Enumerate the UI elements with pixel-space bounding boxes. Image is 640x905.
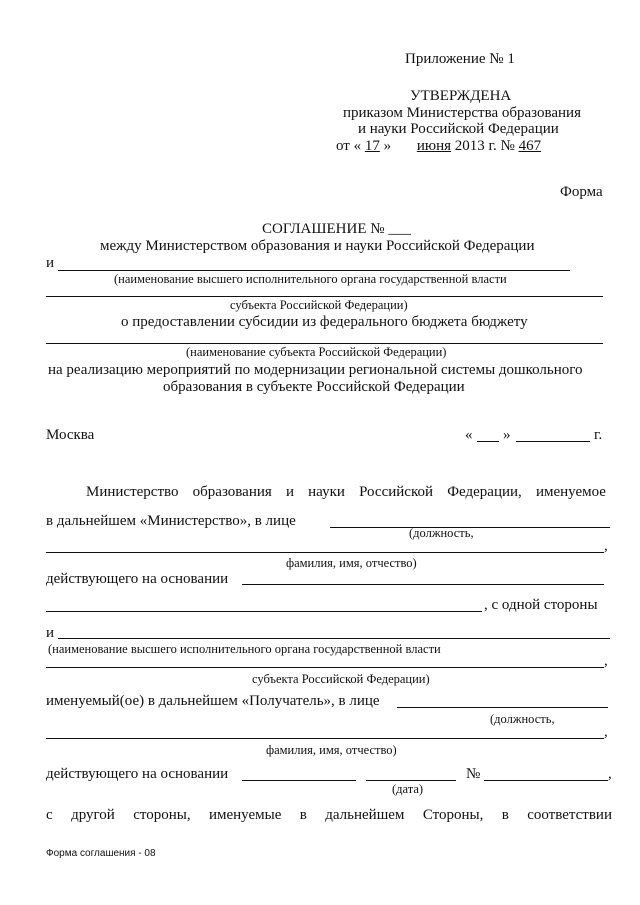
caption-body-2: субъекта Российской Федерации) — [230, 298, 408, 312]
date-number: 467 — [518, 138, 542, 154]
caption-fio-1: фамилия, имя, отчество) — [286, 556, 417, 570]
fio-field-2 — [46, 738, 604, 739]
last-word: соответствии — [527, 807, 612, 823]
subject-field-line — [46, 343, 603, 344]
approved-label: УТВЕРЖДЕНА — [410, 88, 512, 104]
date-day: 17 — [364, 138, 380, 154]
comma-2: , — [604, 653, 608, 669]
purpose-line-2: образования в субъекте Российской Федерации — [163, 379, 465, 395]
basis-date-field — [366, 780, 456, 781]
acting-basis-1: действующего на основании — [46, 571, 229, 587]
para1-word: Федерации, — [447, 484, 522, 500]
and-label: и — [46, 255, 55, 271]
caption-body-3: (наименование высшего исполнительного органа государственной власти — [48, 642, 441, 656]
date-month: июня — [416, 138, 452, 154]
recipient-body-field-line — [58, 270, 570, 271]
caption-position-2: (должность, — [490, 712, 555, 726]
basis-field-2 — [242, 780, 356, 781]
recipient-body-field-line-2 — [46, 296, 603, 297]
between-line: между Министерством образования и науки Российской Федерации — [100, 238, 535, 254]
city-label: Москва — [46, 427, 95, 443]
order-line-1: приказом Министерства образования — [343, 105, 581, 121]
sign-month-field — [516, 441, 590, 442]
appendix-label: Приложение № 1 — [405, 51, 515, 67]
and-label-2: и — [46, 625, 55, 641]
last-word: дальнейшем — [325, 807, 405, 823]
last-word: другой — [71, 807, 115, 823]
comma-1: , — [604, 538, 608, 554]
last-line — [46, 806, 612, 824]
para1-word: именуемое — [535, 484, 606, 500]
para1-line2: в дальнейшем «Министерство», в лице — [46, 513, 296, 529]
sign-date-close: » — [503, 427, 511, 443]
last-word: в — [501, 807, 509, 823]
para1-word: Министерство — [86, 484, 179, 500]
sign-date-open: « — [465, 427, 473, 443]
caption-body-1: (наименование высшего исполнительного органа государственной власти — [114, 272, 507, 286]
para1-word: Российской — [359, 484, 434, 500]
para1-word: и — [285, 484, 294, 500]
date-prefix: от « — [336, 138, 362, 154]
caption-fio-2: фамилия, имя, отчество) — [266, 743, 397, 757]
last-word: Стороны, — [422, 807, 484, 823]
comma-3: , — [604, 724, 608, 740]
fio-field-1 — [46, 552, 604, 553]
order-line-2: и науки Российской Федерации — [358, 121, 559, 137]
caption-body-4: субъекта Российской Федерации) — [252, 672, 430, 686]
caption-subject: (наименование субъекта Российской Федерации) — [186, 345, 447, 359]
recipient-line: именуемый(ое) в дальнейшем «Получатель», в лице — [46, 693, 380, 709]
acting-basis-2: действующего на основании — [46, 766, 229, 782]
basis-field-1b — [46, 611, 482, 612]
para1-word: образования — [192, 484, 272, 500]
last-word: в — [299, 807, 307, 823]
form-code-footer: Форма соглашения - 08 — [46, 848, 156, 859]
subsidy-line: о предоставлении субсидии из федерального бюджета бюджету — [121, 314, 528, 330]
caption-position-1: (должность, — [409, 526, 474, 540]
recipient-body-field-4 — [46, 667, 604, 668]
purpose-line-1: на реализацию мероприятий по модернизации региональной системы дошкольного — [48, 362, 583, 378]
basis-number-field — [484, 780, 608, 781]
agreement-title: СОГЛАШЕНИЕ № ___ — [262, 221, 411, 237]
sign-day-field — [477, 441, 499, 442]
form-label: Форма — [560, 184, 603, 200]
year-suffix: г. — [594, 427, 603, 443]
date-mid: » — [383, 138, 392, 154]
basis-field-1 — [242, 584, 604, 585]
comma-4: , — [608, 766, 612, 782]
para1-line1 — [86, 483, 606, 501]
para1-word: науки — [308, 484, 345, 500]
number-sign: № — [466, 766, 481, 782]
last-word: именуемые — [208, 807, 282, 823]
recipient-body-field-3 — [58, 638, 610, 639]
one-side-label: , с одной стороны — [484, 597, 598, 613]
order-date-line — [336, 137, 559, 155]
position-field-2 — [397, 707, 608, 708]
last-word: с — [46, 807, 53, 823]
date-year: 2013 г. № — [454, 138, 515, 154]
caption-date: (дата) — [392, 782, 424, 796]
last-word: стороны, — [133, 807, 191, 823]
